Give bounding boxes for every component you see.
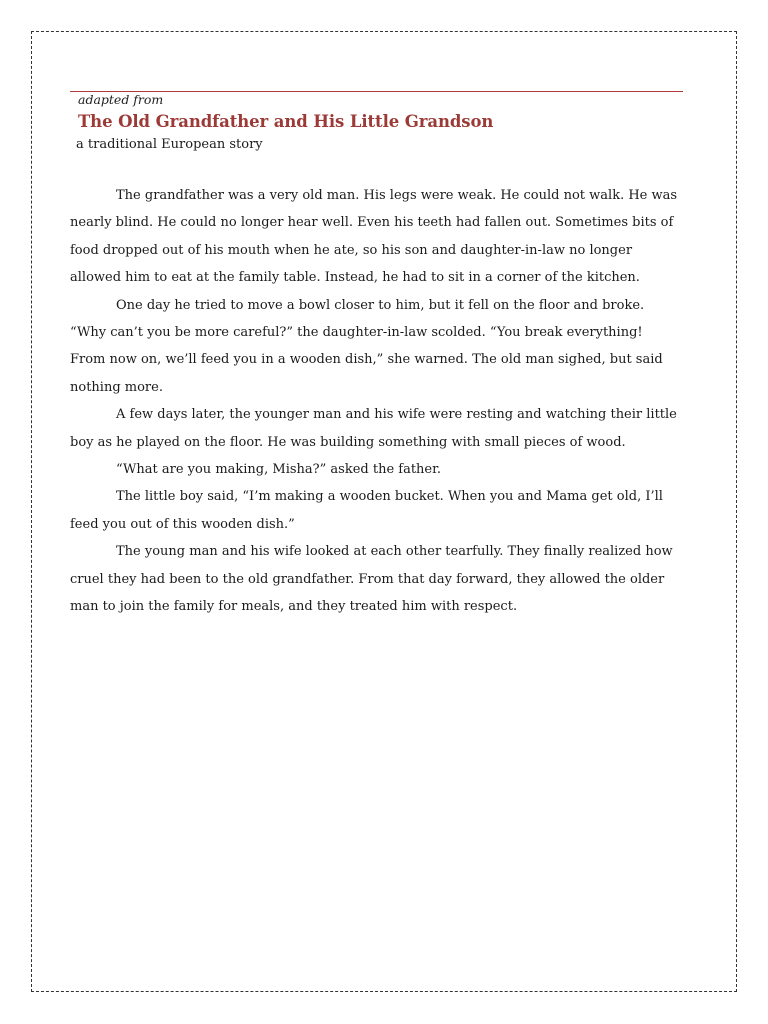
- story-paragraph-2: One day he tried to move a bowl closer to him, but it fell on the floor and broke.: [116, 297, 645, 313]
- story-paragraph-3: “Why can’t you be more careful?” the daughter-in-law scolded. “You break everything! From now on, we’ll feed you in a wooden dish,” she warned. The old man sighed, but said nothing more.: [70, 325, 663, 395]
- adapted-from-label: adapted from: [78, 92, 164, 107]
- story-paragraph-6: The little boy said, “I’m making a wooden bucket. When you and Mama get old, I’ll feed you out of this wooden dish.”: [70, 489, 663, 532]
- story-title: The Old Grandfather and His Little Grandson: [78, 112, 494, 131]
- story-paragraph-4: A few days later, the younger man and his wife were resting and watching their little boy as he played on the floor. He was building something with small pieces of wood.: [70, 407, 677, 450]
- story-paragraph-7: The young man and his wife looked at each other tearfully. They finally realized how cruel they had been to the old grandfather. From that day forward, they allowed the older man to join the family for meals, and they treated him with respect.: [70, 544, 673, 615]
- story-body: [70, 182, 678, 621]
- story-subtitle: a traditional European story: [76, 137, 263, 152]
- story-paragraph-1: The grandfather was a very old man. His legs were weak. He could not walk. He was nearly blind. He could no longer hear well. Even his teeth had fallen out. Sometimes bits of food dropped out of his mouth when he ate, so his son and daughter-in-law no longer allowed him to eat at the family table. Instead, he had to sit in a corner of the kitchen.: [70, 188, 678, 286]
- story-paragraph-5: “What are you making, Misha?” asked the father.: [116, 462, 442, 478]
